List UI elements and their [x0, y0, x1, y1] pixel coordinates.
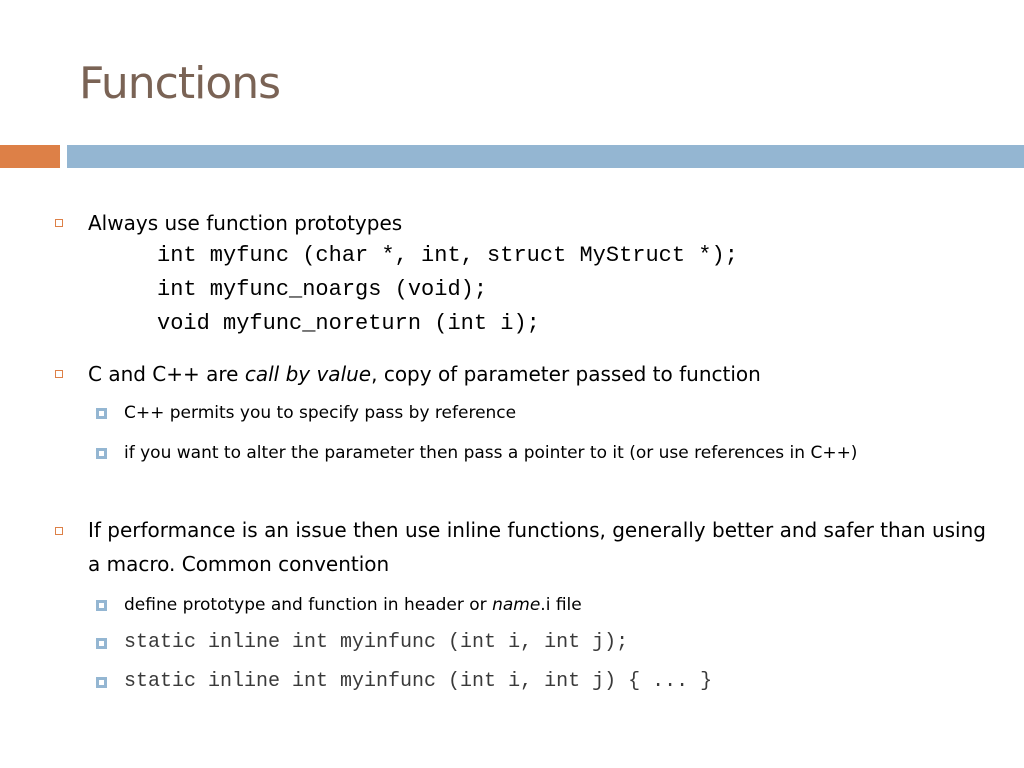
- bullet-text-part: C and C++ are: [88, 362, 245, 386]
- sub-bullet-header-file: [124, 594, 582, 616]
- bullet-text-italic: call by value: [244, 362, 372, 386]
- slide-title: Functions: [79, 58, 281, 109]
- sub-bullet-icon: [96, 638, 107, 649]
- sub-code-line: static inline int myinfunc (int i, int j) { ... }: [124, 670, 713, 693]
- code-line: int myfunc_noargs (void);: [157, 277, 488, 302]
- sub-bullet-pass-by-reference: C++ permits you to specify pass by reference: [124, 403, 517, 423]
- sub-bullet-icon: [96, 448, 107, 459]
- code-line: int myfunc (char *, int, struct MyStruct *);: [157, 243, 738, 268]
- bullet-inline-functions: If performance is an issue then use inline functions, generally better and safer than using a macro. Common convention: [88, 518, 986, 576]
- sub-bullet-icon: [96, 677, 107, 688]
- bullet-text-part: , copy of parameter passed to function: [371, 362, 761, 386]
- code-line: void myfunc_noreturn (int i);: [157, 311, 540, 336]
- sub-bullet-text-italic: name: [492, 595, 541, 615]
- sub-code-line: static inline int myinfunc (int i, int j);: [124, 631, 629, 654]
- sub-bullet-text-part: define prototype and function in header or: [124, 595, 493, 615]
- sub-bullet-text-part: .i file: [540, 595, 582, 615]
- sub-bullet-pointer: if you want to alter the parameter then pass a pointer to it (or use references in C++): [124, 443, 858, 463]
- square-bullet-icon: [55, 219, 63, 227]
- bullet-call-by-value: [88, 361, 761, 387]
- square-bullet-icon: [55, 370, 63, 378]
- bullet-prototypes: Always use function prototypes: [88, 211, 403, 235]
- square-bullet-icon: [55, 527, 63, 535]
- sub-bullet-icon: [96, 408, 107, 419]
- sub-bullet-icon: [96, 600, 107, 611]
